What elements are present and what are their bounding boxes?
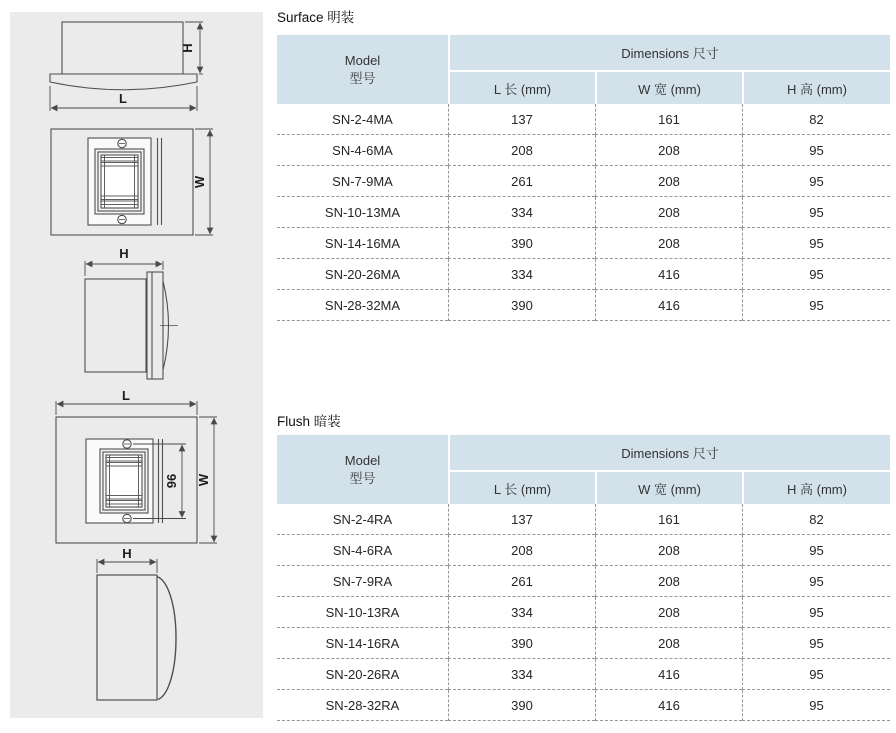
dim-label-h2: H [119,246,129,261]
cell-height: 82 [742,104,890,135]
surface-table-title: Surface 明装 [277,10,355,25]
cell-width: 416 [595,259,742,290]
cell-width: 208 [595,228,742,259]
cell-width: 161 [595,104,742,135]
table-row [277,566,890,597]
table-row [277,290,890,321]
cell-length: 137 [448,104,595,135]
cell-length: 261 [448,166,595,197]
cell-model: SN-20-26MA [277,259,448,290]
dim-label-w: W [192,175,207,189]
model-header [277,35,448,104]
cell-height: 95 [742,628,890,659]
cell-length: 390 [448,290,595,321]
cell-width: 161 [595,504,742,535]
cell-length: 390 [448,628,595,659]
col-header-height: H 高 (mm) [742,470,890,504]
table-row [277,197,890,228]
flush-side-view [97,575,176,700]
cell-model: SN-20-26RA [277,659,448,690]
col-header-width: W 宽 (mm) [595,470,742,504]
surface-front-view [51,129,193,235]
cell-model: SN-2-4RA [277,504,448,535]
cell-model: SN-4-6RA [277,535,448,566]
cell-model: SN-2-4MA [277,104,448,135]
cell-height: 95 [742,659,890,690]
model-header [277,435,448,504]
cell-length: 334 [448,659,595,690]
cell-height: 95 [742,259,890,290]
cell-height: 95 [742,197,890,228]
cell-height: 95 [742,166,890,197]
table-row [277,228,890,259]
surface-side-view [85,272,178,379]
cell-width: 208 [595,135,742,166]
model-header-cn: 型号 [349,470,376,486]
cell-height: 95 [742,535,890,566]
table-row [277,597,890,628]
cell-height: 95 [742,228,890,259]
model-header-en: Model [344,52,381,68]
cell-length: 390 [448,690,595,721]
cell-length: 137 [448,504,595,535]
cell-model: SN-10-13MA [277,197,448,228]
cell-length: 261 [448,566,595,597]
cell-length: 334 [448,597,595,628]
dim-label-h3: H [122,546,132,561]
cell-width: 416 [595,690,742,721]
dim-label-96: 96 [164,473,179,489]
col-header-length: L 长 (mm) [448,470,595,504]
table-row [277,504,890,535]
flush-table [277,435,890,721]
dim-label-h: H [180,43,195,53]
model-header-en: Model [344,452,381,468]
surface-table [277,35,890,321]
col-header-height: H 高 (mm) [742,70,890,104]
cell-model: SN-7-9RA [277,566,448,597]
cell-height: 95 [742,566,890,597]
cell-width: 208 [595,535,742,566]
cell-width: 208 [595,566,742,597]
dimension-drawings [10,12,263,718]
cell-height: 82 [742,504,890,535]
cell-length: 334 [448,259,595,290]
dim-label-l: L [119,91,127,106]
cell-model: SN-4-6MA [277,135,448,166]
table-row [277,690,890,721]
table-row [277,166,890,197]
cell-width: 208 [595,166,742,197]
table-row [277,135,890,166]
dim-label-l2: L [122,388,130,403]
cell-width: 416 [595,659,742,690]
dimensions-header: Dimensions 尺寸 [448,435,890,470]
table-row [277,104,890,135]
cell-model: SN-14-16MA [277,228,448,259]
cell-width: 416 [595,290,742,321]
table-row [277,628,890,659]
flush-table-title: Flush 暗装 [277,414,341,429]
cell-length: 208 [448,135,595,166]
cell-width: 208 [595,597,742,628]
col-header-length: L 长 (mm) [448,70,595,104]
cell-width: 208 [595,197,742,228]
table-row [277,535,890,566]
cell-length: 208 [448,535,595,566]
table-row [277,659,890,690]
cell-model: SN-7-9MA [277,166,448,197]
flush-side-view-dims [97,559,157,573]
col-header-width: W 宽 (mm) [595,70,742,104]
cell-height: 95 [742,135,890,166]
cell-model: SN-28-32RA [277,690,448,721]
dimensions-header: Dimensions 尺寸 [448,35,890,70]
cell-height: 95 [742,597,890,628]
cell-width: 208 [595,628,742,659]
cell-model: SN-14-16RA [277,628,448,659]
cell-model: SN-10-13RA [277,597,448,628]
dim-label-w2: W [196,473,211,487]
dimension-drawings-panel [10,12,263,718]
cell-height: 95 [742,690,890,721]
cell-length: 390 [448,228,595,259]
cell-length: 334 [448,197,595,228]
cell-height: 95 [742,290,890,321]
surface-top-view [50,22,197,90]
model-header-cn: 型号 [349,70,376,86]
table-row [277,259,890,290]
cell-model: SN-28-32MA [277,290,448,321]
